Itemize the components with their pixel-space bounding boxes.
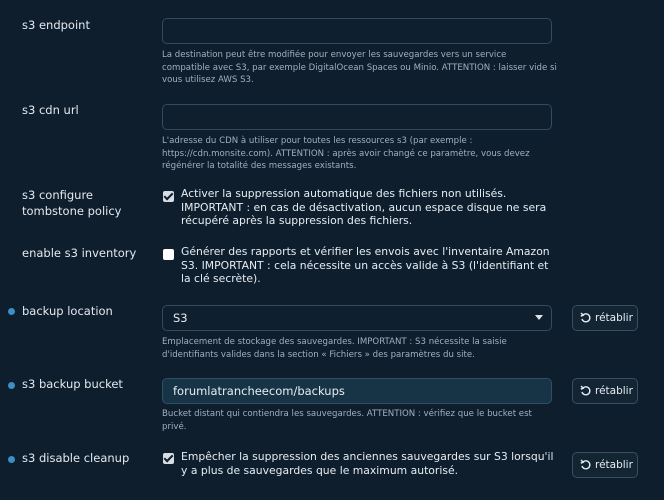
setting-label: s3 backup bucket	[22, 377, 123, 391]
setting-s3-inventory	[0, 240, 664, 295]
checkbox-description: Empêcher la suppression des anciennes sauvegardes sur S3 lorsqu'il y a plus de sauvegardes que le maximum autorisé.	[181, 450, 554, 477]
setting-s3-backup-bucket	[0, 370, 664, 440]
modified-indicator	[8, 308, 15, 315]
reset-button[interactable]	[572, 452, 638, 478]
checkbox-description: Activer la suppression automatique des fichiers non utilisés. IMPORTANT : en cas de désactivation, aucun espace disque ne sera récupéré après la suppression des fichiers.	[181, 187, 547, 227]
setting-s3-tombstone	[0, 180, 664, 240]
select-value: S3	[173, 311, 188, 325]
tombstone-checkbox[interactable]	[163, 191, 174, 202]
modified-indicator	[8, 382, 15, 389]
reset-label: rétablir	[595, 312, 633, 324]
setting-s3-cdn-url	[0, 95, 664, 180]
disable-cleanup-checkbox[interactable]	[163, 453, 174, 464]
setting-label: enable s3 inventory	[22, 246, 137, 260]
s3-cdn-url-input[interactable]	[162, 104, 552, 130]
reset-label: rétablir	[595, 385, 633, 397]
reset-label: rétablir	[595, 459, 633, 471]
setting-label: s3 disable cleanup	[22, 451, 130, 465]
setting-help: La destination peut être modifiée pour envoyer les sauvegardes vers un service compatible avec S3, par exemple DigitalOcean Spaces ou Minio. ATTENTION : laisser vide si vous utilisez AWS S3.	[162, 50, 557, 85]
setting-backup-location	[0, 295, 664, 370]
reset-button[interactable]	[572, 378, 638, 404]
setting-label: s3 cdn url	[22, 103, 79, 117]
setting-help: Bucket distant qui contiendra les sauvegardes. ATTENTION : vérifiez que le bucket est privé.	[162, 409, 532, 432]
checkbox-description: Générer des rapports et vérifier les envois avec l'inventaire Amazon S3. IMPORTANT : cela nécessite un accès valide à S3 (l'identifiant et la clé secrète).	[181, 245, 550, 285]
reset-button[interactable]	[572, 305, 638, 331]
setting-help: Emplacement de stockage des sauvegardes. IMPORTANT : S3 nécessite la saisie d'identifiants valides dans la section « Fichiers » des paramètres du site.	[162, 337, 507, 360]
setting-help: L'adresse du CDN à utiliser pour toutes les ressources s3 (par exemple : https://cdn.monsite.com). ATTENTION : après avoir changé ce paramètre, vous devez régénérer la totalité des messages existants.	[162, 136, 530, 171]
undo-icon	[580, 385, 592, 397]
undo-icon	[580, 312, 592, 324]
setting-label: s3 endpoint	[22, 18, 90, 32]
setting-label: backup location	[22, 304, 113, 318]
modified-indicator	[8, 456, 15, 463]
s3-backup-bucket-input[interactable]: forumlatrancheecom/backups	[162, 378, 552, 404]
inventory-checkbox[interactable]	[163, 249, 174, 260]
chevron-down-icon	[535, 315, 543, 320]
setting-s3-endpoint	[0, 0, 664, 95]
setting-label: s3 configure tombstone policy	[22, 188, 122, 218]
backup-location-select[interactable]	[162, 305, 552, 331]
undo-icon	[580, 459, 592, 471]
s3-endpoint-input[interactable]	[162, 18, 552, 44]
setting-s3-disable-cleanup	[0, 440, 664, 500]
